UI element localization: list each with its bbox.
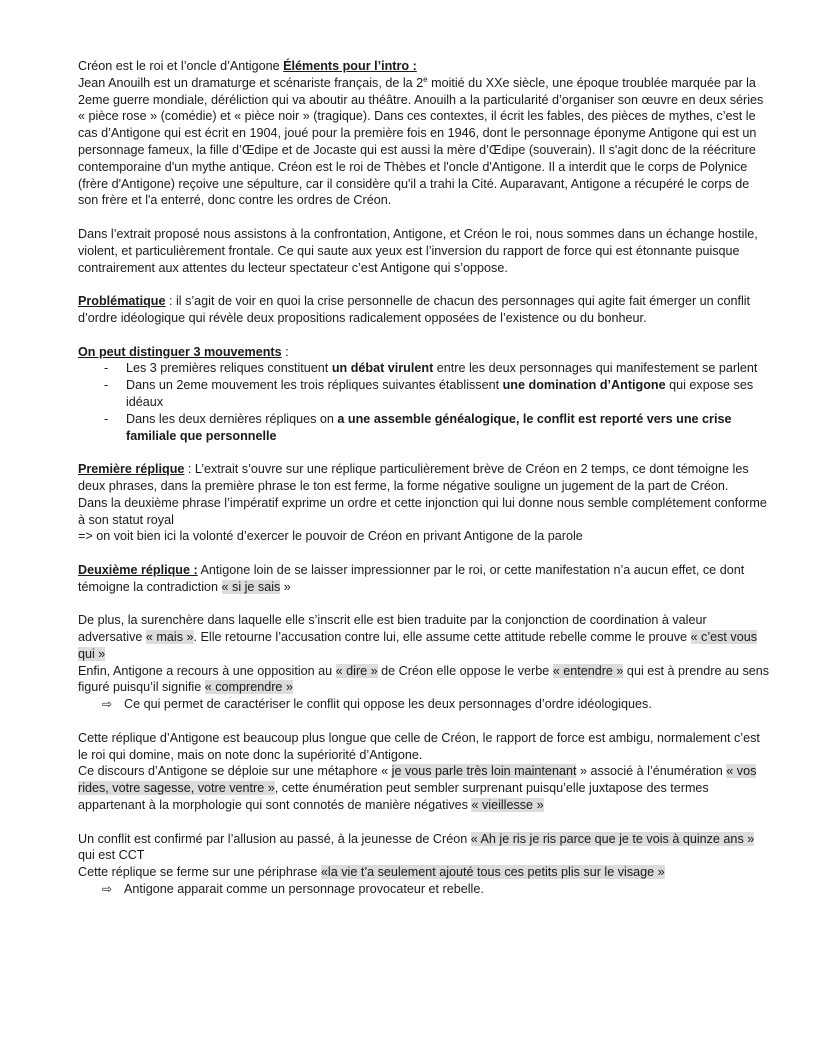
surenchere-paragraph — [78, 612, 772, 696]
premiere-line-3: => on voit bien ici la volonté d’exercer le pouvoir de Créon en privant Antigone de la parole — [78, 529, 583, 544]
highlighted-quote: « mais » — [145, 630, 194, 645]
paragraph-text: Enfin, Antigone a recours à une opposition au — [78, 663, 336, 678]
list-item-text: Les 3 premières reliques constituent — [126, 361, 332, 376]
problematique-label: Problématique — [78, 294, 166, 309]
dash-marker: - — [104, 411, 109, 426]
list-item — [104, 377, 772, 411]
conflit-paragraph — [78, 831, 772, 881]
paragraph-text: Cette réplique d’Antigone est beaucoup plus longue que celle de Créon, le rapport de force est ambigu, normalement c’est le roi qui domine, mais on note donc la supériorité d’Antigone. — [78, 730, 760, 762]
paragraph-text: Un conflit est confirmé par l’allusion au passé, à la jeunesse de Créon — [78, 831, 471, 846]
highlighted-quote: « Ah je ris je ris parce que je te vois à quinze ans » — [470, 831, 755, 846]
list-item — [104, 411, 772, 445]
highlighted-quote: je vous parle très loin maintenant — [391, 764, 577, 779]
conclusion-text: Ce qui permet de caractériser le conflit qui oppose les deux personnages d’ordre idéologiques. — [124, 697, 652, 712]
intro-text-2: moitié du XXe siècle, une époque troublée marquée par la 2eme guerre mondiale, déréliction qui va aboutir au théâtre. Anouilh a la particularité d’organiser son œuvre en deux séries « pièce rose » (comédie) et « pièce noir » (tragique). Dans ces contextes, il écrit les fables, des pièces de mythes, c’est le cas d’Antigone qui est écrit en 1904, joué pour la première fois en 1946, dont le personnage éponyme Antigone qui est un personnage fameux, la fille d’Œdipe et de Jocaste qui est aussi la mère d’Œdipe (souverain). Il s'agit donc de la réécriture contemporaine d'un mythe antique. Créon est le roi de Thèbes et l'oncle d'Antigone. Il a interdit que le corps de Polynice (frère d'Antigone) reçoive une sépulture, car il considère qu'il a trahi la Cité. Auparavant, Antigone a récupéré le corps de son frère et l'a enterré, donc contre les ordres de Créon. — [78, 75, 764, 208]
deuxieme-paragraph — [78, 562, 772, 596]
highlighted-quote: « entendre » — [552, 663, 624, 678]
dash-marker: - — [104, 361, 109, 376]
highlighted-quote: « vieillesse » — [471, 798, 544, 813]
deuxieme-label: Deuxième réplique : — [78, 562, 198, 577]
list-item-text: Dans un 2eme mouvement les trois répliques suivantes établissent — [126, 378, 503, 393]
highlighted-quote: « c’est vous qui » — [78, 630, 758, 661]
conclusion-line — [78, 881, 772, 898]
list-item-text: entre les deux personnages qui manifestement se parlent — [433, 361, 758, 376]
mouvements-colon: : — [281, 344, 289, 359]
paragraph-text: , cette énumération peut sembler surprenant puisqu’elle juxtapose des termes appartenant à la morphologie qui sont connotés de manière négatives — [78, 781, 709, 813]
highlighted-quote: «la vie t’a seulement ajouté tous ces petits plis sur le visage » — [320, 865, 665, 880]
problematique-paragraph — [78, 293, 772, 327]
dash-marker: - — [104, 378, 109, 393]
conclusion-text: Antigone apparait comme un personnage provocateur et rebelle. — [124, 882, 484, 897]
intro-heading: Éléments pour l’intro : — [283, 59, 417, 73]
deuxieme-text: Antigone loin de se laisser impressionner par le roi, or cette manifestation n’a aucun effet, ce dont témoigne la contradiction — [78, 562, 745, 594]
list-item-bold: un débat virulent — [331, 361, 434, 376]
paragraph-text: qui est à prendre au sens figuré puisqu’il signifie — [78, 663, 770, 695]
mouvements-heading — [78, 344, 772, 361]
highlighted-quote: « vos rides, votre sagesse, votre ventre » — [78, 764, 757, 796]
list-item-bold: a une assemble généalogique, le conflit est reporté vers une crise familiale que personnelle — [126, 411, 732, 443]
paragraph-text: . Elle retourne l’accusation contre lui, elle assume cette attitude rebelle comme le prouve — [193, 630, 691, 645]
intro-superscript: e — [423, 74, 428, 84]
list-item-text: Dans les deux dernières répliques on — [126, 411, 338, 426]
intro-paragraph — [78, 58, 772, 209]
problematique-text: : il s’agit de voir en quoi la crise personnelle de chacun des personnages qui agite fait émerger un conflit d’ordre idéologique qui révèle deux propositions radicalement opposées de l’existence ou du bonheur. — [78, 294, 751, 325]
mouvements-label: On peut distinguer 3 mouvements — [78, 344, 282, 359]
paragraph-text: » associé à l’énumération — [576, 764, 727, 779]
extract-paragraph: Dans l’extrait proposé nous assistons à la confrontation, Antigone, et Créon le roi, nous sommes dans un échange hostile, violent, et particulièrement frontale. Ce qui saute aux yeux est l’inversion du rapport de force qui est étonnante puisque contrairement aux attentes du lecteur spectateur c’est Antigone qui s’oppose. — [78, 226, 758, 275]
deuxieme-tail: » — [280, 579, 291, 594]
highlighted-quote: « comprendre » — [204, 680, 293, 695]
right-arrow-icon: ⇨ — [102, 697, 113, 712]
list-item-text: qui expose ses idéaux — [126, 378, 754, 409]
premiere-label: Première réplique — [78, 462, 185, 477]
list-item-bold: une domination d’Antigone — [502, 378, 666, 393]
paragraph-text: qui est CCT — [78, 848, 145, 863]
paragraph-text: de Créon elle oppose le verbe — [377, 663, 553, 678]
premiere-paragraph — [78, 461, 772, 545]
conclusion-line — [78, 696, 772, 713]
premiere-line-2: Dans la deuxième phrase l’impératif exprime un ordre et cette injonction qui lui donne nous semble complétement conforme à son statut royal — [78, 495, 767, 527]
paragraph-text: Cette réplique se ferme sur une périphrase — [78, 865, 321, 880]
paragraph-text: De plus, la surenchère dans laquelle elle s’inscrit elle est bien traduite par la conjonction de coordination à valeur adversative — [78, 613, 707, 645]
longue-paragraph — [78, 730, 772, 814]
paragraph-text: Ce discours d’Antigone se déploie sur une métaphore « — [78, 764, 392, 779]
right-arrow-icon: ⇨ — [102, 882, 113, 897]
highlighted-quote: « dire » — [335, 663, 378, 678]
intro-text-1: Jean Anouilh est un dramaturge et scénariste français, de la 2 — [78, 75, 424, 90]
mouvements-list — [78, 360, 772, 444]
premiere-text: : L’extrait s’ouvre sur une réplique particulièrement brève de Créon en 2 temps, ce dont témoigne les deux phrases, dans la première phrase le ton est ferme, la forme négative souligne un jugement de la part de Créon. — [78, 462, 749, 493]
list-item — [104, 360, 772, 377]
intro-lead: Créon est le roi et l’oncle d’Antigone — [78, 59, 284, 73]
highlighted-quote: « si je sais — [221, 579, 281, 594]
